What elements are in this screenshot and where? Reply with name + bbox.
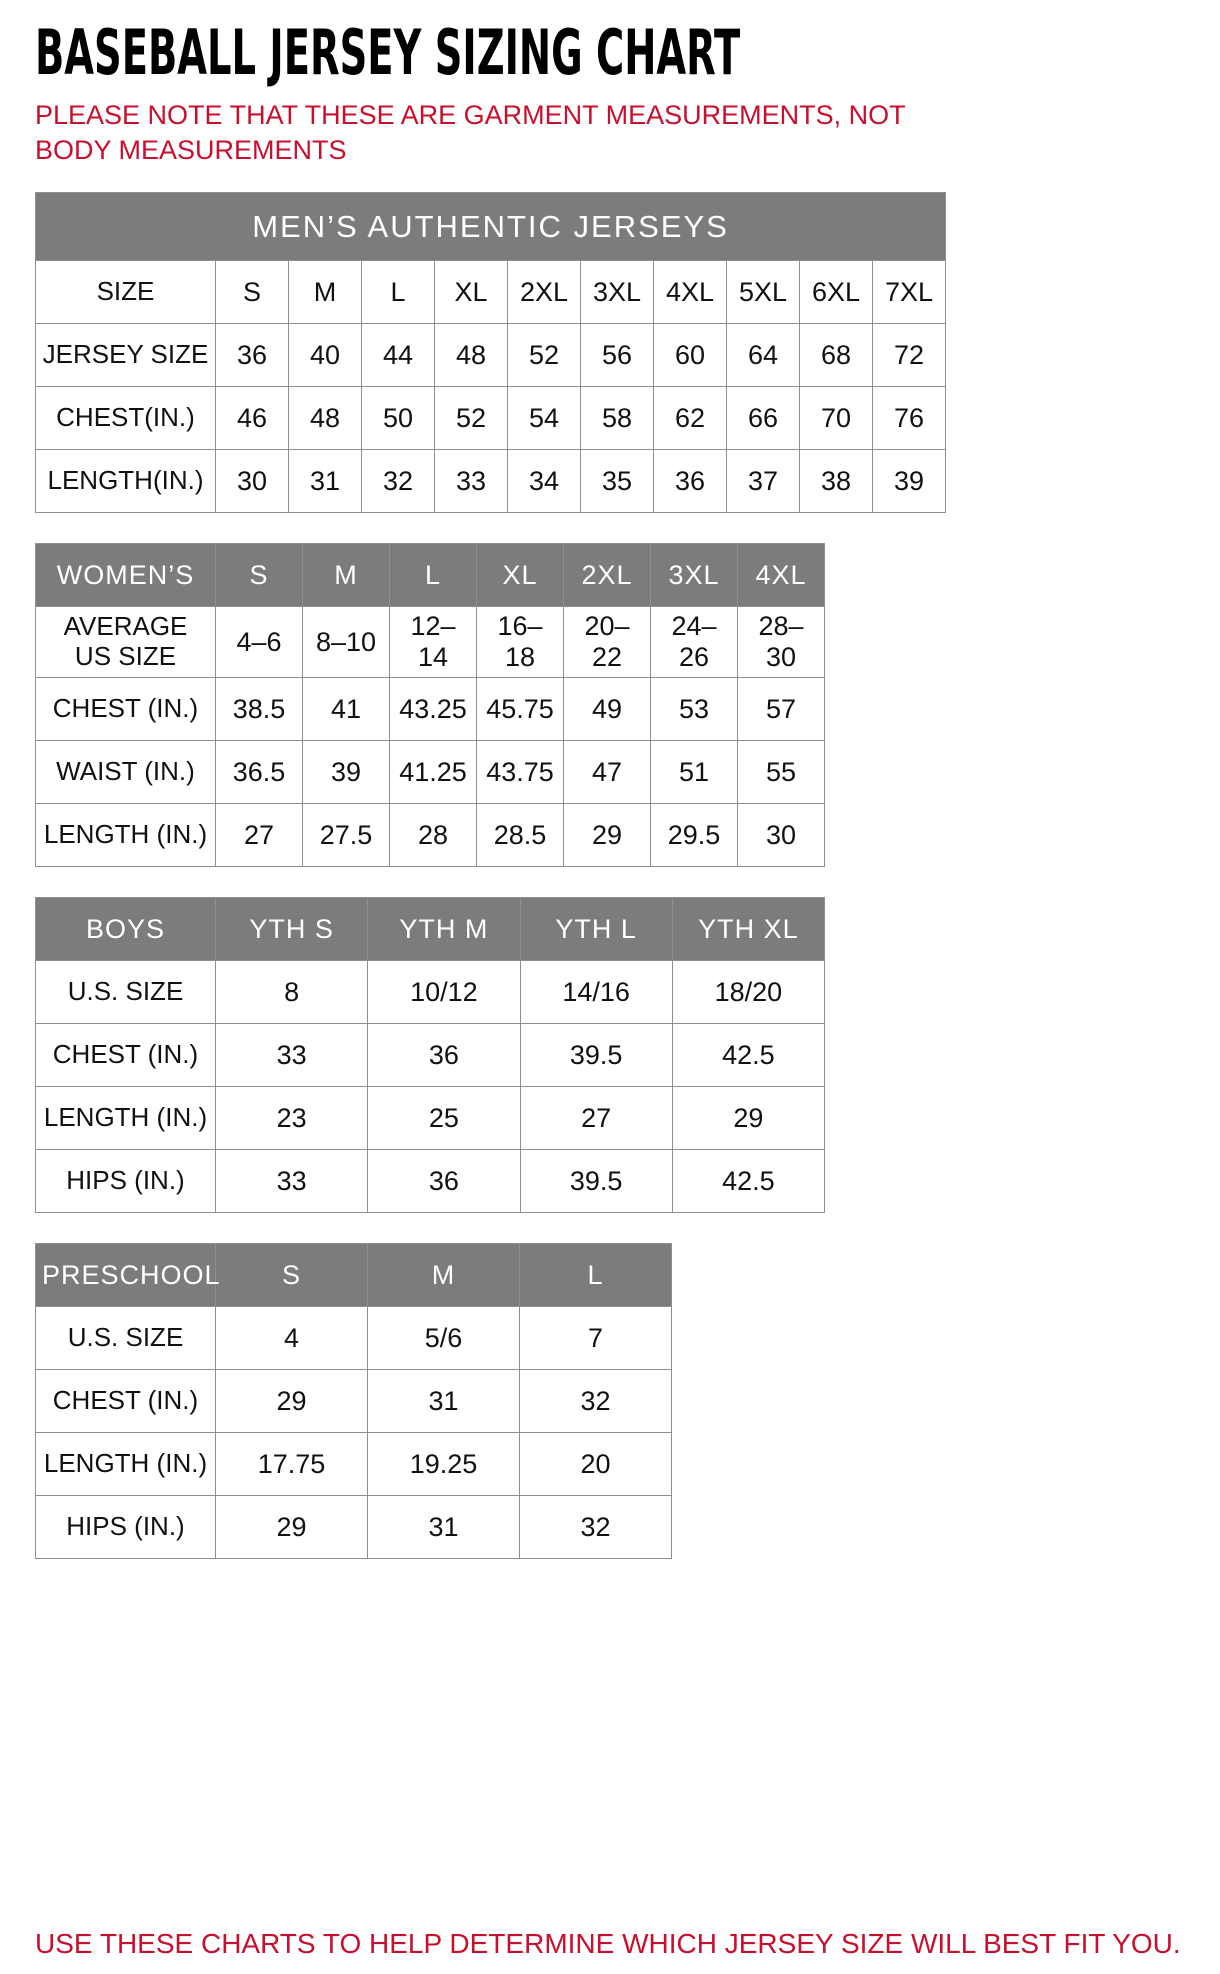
data-cell: 60 <box>654 324 727 387</box>
data-cell: 32 <box>362 450 435 513</box>
table-row <box>36 1150 825 1213</box>
row-label: SIZE <box>36 261 216 324</box>
data-cell: 72 <box>873 324 946 387</box>
data-cell: 34 <box>508 450 581 513</box>
data-cell: 39.5 <box>520 1150 672 1213</box>
data-cell: 52 <box>435 387 508 450</box>
column-header: YTH XL <box>672 898 824 961</box>
data-cell: 48 <box>435 324 508 387</box>
data-cell: 38 <box>800 450 873 513</box>
row-label: AVERAGE US SIZE <box>36 607 216 678</box>
data-cell: 40 <box>289 324 362 387</box>
data-cell: 29 <box>564 804 651 867</box>
data-cell: 24–26 <box>651 607 738 678</box>
table-row <box>36 261 946 324</box>
row-label: CHEST (IN.) <box>36 678 216 741</box>
table-header-label: BOYS <box>36 898 216 961</box>
row-label: U.S. SIZE <box>36 1307 216 1370</box>
data-cell: 16–18 <box>477 607 564 678</box>
data-cell: M <box>289 261 362 324</box>
data-cell: 42.5 <box>672 1150 824 1213</box>
data-cell: 41.25 <box>390 741 477 804</box>
column-header: S <box>216 544 303 607</box>
data-cell: 19.25 <box>368 1433 520 1496</box>
table-row <box>36 324 946 387</box>
data-cell: 50 <box>362 387 435 450</box>
row-label: LENGTH(IN.) <box>36 450 216 513</box>
table-row <box>36 1370 672 1433</box>
column-header: 2XL <box>564 544 651 607</box>
data-cell: 20–22 <box>564 607 651 678</box>
data-cell: 38.5 <box>216 678 303 741</box>
data-cell: 23 <box>216 1087 368 1150</box>
table-row <box>36 741 825 804</box>
data-cell: 68 <box>800 324 873 387</box>
garment-measurements-note: PLEASE NOTE THAT THESE ARE GARMENT MEASUREMENTS, NOT BODY MEASUREMENTS <box>35 100 906 166</box>
table-header-row <box>36 544 825 607</box>
data-cell: 54 <box>508 387 581 450</box>
data-cell: 36 <box>216 324 289 387</box>
data-cell: 8 <box>216 961 368 1024</box>
column-header: YTH S <box>216 898 368 961</box>
data-cell: S <box>216 261 289 324</box>
row-label: CHEST (IN.) <box>36 1370 216 1433</box>
table-header-label: PRESCHOOL <box>36 1244 216 1307</box>
data-cell: 39.5 <box>520 1024 672 1087</box>
data-cell: 10/12 <box>368 961 520 1024</box>
table-row <box>36 961 825 1024</box>
data-cell: 30 <box>216 450 289 513</box>
data-cell: 29.5 <box>651 804 738 867</box>
data-cell: 36 <box>368 1024 520 1087</box>
data-cell: 36 <box>368 1150 520 1213</box>
data-cell: 47 <box>564 741 651 804</box>
data-cell: 41 <box>303 678 390 741</box>
table-header-row <box>36 1244 672 1307</box>
data-cell: 4XL <box>654 261 727 324</box>
row-label: LENGTH (IN.) <box>36 1433 216 1496</box>
data-cell: 27 <box>216 804 303 867</box>
data-cell: 4–6 <box>216 607 303 678</box>
data-cell: 28 <box>390 804 477 867</box>
data-cell: 56 <box>581 324 654 387</box>
table-banner: MEN’S AUTHENTIC JERSEYS <box>36 193 946 261</box>
data-cell: 48 <box>289 387 362 450</box>
data-cell: 27.5 <box>303 804 390 867</box>
column-header: M <box>303 544 390 607</box>
data-cell: 20 <box>520 1433 672 1496</box>
column-header: S <box>216 1244 368 1307</box>
data-cell: 7XL <box>873 261 946 324</box>
data-cell: 25 <box>368 1087 520 1150</box>
boys-sizing-table <box>35 897 825 1213</box>
data-cell: 31 <box>289 450 362 513</box>
table-row <box>36 450 946 513</box>
column-header: 4XL <box>738 544 825 607</box>
table-header-row <box>36 898 825 961</box>
table-row <box>36 1024 825 1087</box>
row-label: HIPS (IN.) <box>36 1150 216 1213</box>
data-cell: 27 <box>520 1087 672 1150</box>
data-cell: 57 <box>738 678 825 741</box>
data-cell: 58 <box>581 387 654 450</box>
data-cell: 29 <box>216 1496 368 1559</box>
data-cell: 62 <box>654 387 727 450</box>
row-label: U.S. SIZE <box>36 961 216 1024</box>
data-cell: 28.5 <box>477 804 564 867</box>
column-header: L <box>390 544 477 607</box>
column-header: XL <box>477 544 564 607</box>
table-row <box>36 804 825 867</box>
data-cell: 46 <box>216 387 289 450</box>
column-header: M <box>368 1244 520 1307</box>
data-cell: 31 <box>368 1370 520 1433</box>
data-cell: 39 <box>303 741 390 804</box>
footer-note: USE THESE CHARTS TO HELP DETERMINE WHICH JERSEY SIZE WILL BEST FIT YOU. <box>35 1928 1181 1959</box>
data-cell: 35 <box>581 450 654 513</box>
womens-sizing-table <box>35 543 825 867</box>
data-cell: 29 <box>672 1087 824 1150</box>
data-cell: 53 <box>651 678 738 741</box>
data-cell: 14/16 <box>520 961 672 1024</box>
data-cell: 44 <box>362 324 435 387</box>
row-label: JERSEY SIZE <box>36 324 216 387</box>
data-cell: 36.5 <box>216 741 303 804</box>
data-cell: 49 <box>564 678 651 741</box>
table-row <box>36 1087 825 1150</box>
table-row <box>36 1307 672 1370</box>
data-cell: L <box>362 261 435 324</box>
data-cell: 5/6 <box>368 1307 520 1370</box>
data-cell: 36 <box>654 450 727 513</box>
column-header: YTH L <box>520 898 672 961</box>
data-cell: 51 <box>651 741 738 804</box>
data-cell: 7 <box>520 1307 672 1370</box>
data-cell: 45.75 <box>477 678 564 741</box>
data-cell: 76 <box>873 387 946 450</box>
table-row <box>36 678 825 741</box>
data-cell: 52 <box>508 324 581 387</box>
data-cell: 31 <box>368 1496 520 1559</box>
row-label: LENGTH (IN.) <box>36 804 216 867</box>
table-row <box>36 387 946 450</box>
table-header-label: WOMEN’S <box>36 544 216 607</box>
data-cell: 64 <box>727 324 800 387</box>
table-banner-row <box>36 193 946 261</box>
data-cell: 6XL <box>800 261 873 324</box>
data-cell: 4 <box>216 1307 368 1370</box>
data-cell: 32 <box>520 1370 672 1433</box>
data-cell: 37 <box>727 450 800 513</box>
data-cell: 43.25 <box>390 678 477 741</box>
data-cell: 70 <box>800 387 873 450</box>
mens-sizing-table <box>35 192 946 513</box>
data-cell: 32 <box>520 1496 672 1559</box>
row-label: CHEST (IN.) <box>36 1024 216 1087</box>
row-label: WAIST (IN.) <box>36 741 216 804</box>
data-cell: 30 <box>738 804 825 867</box>
table-row <box>36 607 825 678</box>
data-cell: 33 <box>216 1150 368 1213</box>
data-cell: 8–10 <box>303 607 390 678</box>
data-cell: 3XL <box>581 261 654 324</box>
data-cell: 43.75 <box>477 741 564 804</box>
data-cell: 28–30 <box>738 607 825 678</box>
preschool-sizing-table <box>35 1243 672 1559</box>
table-row <box>36 1496 672 1559</box>
column-header: YTH M <box>368 898 520 961</box>
data-cell: 5XL <box>727 261 800 324</box>
data-cell: 2XL <box>508 261 581 324</box>
data-cell: 12–14 <box>390 607 477 678</box>
data-cell: 66 <box>727 387 800 450</box>
data-cell: 42.5 <box>672 1024 824 1087</box>
data-cell: 29 <box>216 1370 368 1433</box>
data-cell: 18/20 <box>672 961 824 1024</box>
data-cell: 33 <box>435 450 508 513</box>
data-cell: 33 <box>216 1024 368 1087</box>
page-title: BASEBALL JERSEY SIZING CHART <box>35 16 741 89</box>
row-label: HIPS (IN.) <box>36 1496 216 1559</box>
data-cell: XL <box>435 261 508 324</box>
column-header: 3XL <box>651 544 738 607</box>
data-cell: 55 <box>738 741 825 804</box>
table-row <box>36 1433 672 1496</box>
row-label: CHEST(IN.) <box>36 387 216 450</box>
data-cell: 39 <box>873 450 946 513</box>
column-header: L <box>520 1244 672 1307</box>
row-label: LENGTH (IN.) <box>36 1087 216 1150</box>
data-cell: 17.75 <box>216 1433 368 1496</box>
